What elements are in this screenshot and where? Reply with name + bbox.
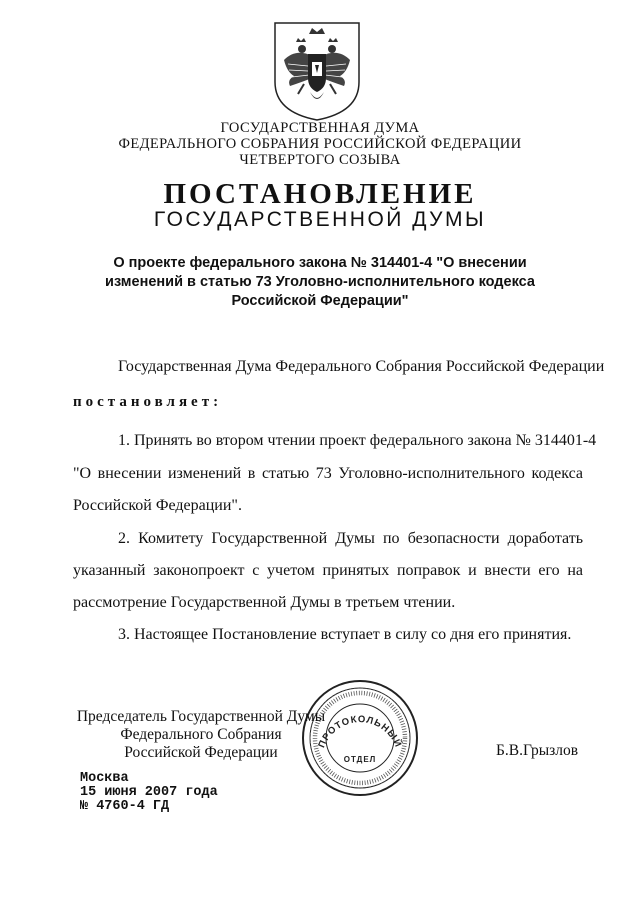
header-line-assembly: ФЕДЕРАЛЬНОГО СОБРАНИЯ РОССИЙСКОЙ ФЕДЕРАЦИИ — [118, 136, 522, 152]
signature-role-line: Федерального Собрания — [120, 726, 282, 743]
document-subject — [60, 254, 580, 311]
signatory-name: Б.В.Грызлов — [496, 742, 579, 759]
item-1-line: Российской Федерации". — [73, 497, 242, 514]
footer-number: № 4760-4 ГД — [80, 799, 170, 814]
item-2-line: 2. Комитету Государственной Думы по безопасности доработать — [118, 530, 583, 547]
item-2-line: рассмотрение Государственной Думы в третьем чтении. — [73, 594, 456, 611]
footer-city: Москва — [80, 771, 129, 786]
document-title: ПОСТАНОВЛЕНИЕ — [163, 178, 477, 210]
signature-role-line: Российской Федерации — [124, 744, 278, 761]
resolves-word: постановляет: — [73, 394, 223, 410]
item-1-line: 1. Принять во втором чтении проект федерального закона № 314401-4 — [118, 432, 597, 449]
subject-line: изменений в статью 73 Уголовно-исполнительного кодекса — [105, 274, 535, 290]
signature-role-line: Председатель Государственной Думы — [76, 708, 326, 725]
item-3-paragraph: 3. Настоящее Постановление вступает в силу со дня его принятия. — [118, 626, 572, 643]
item-1-line: "О внесении изменений в статью 73 Уголовно-исполнительного кодекса — [73, 465, 583, 482]
stamp-arc-text: ПРОТОКОЛЬНЫЙ — [316, 714, 404, 750]
intro-paragraph: Государственная Дума Федерального Собрания Российской Федерации — [118, 358, 605, 375]
document-subtitle: ГОСУДАРСТВЕННОЙ ДУМЫ — [153, 208, 487, 231]
signature-role — [70, 708, 332, 762]
footer-date: 15 июня 2007 года — [80, 785, 218, 800]
subject-line: О проекте федерального закона № 314401-4 "О внесении — [113, 255, 527, 271]
stamp-center-text: ОТДЕЛ — [343, 755, 377, 764]
header-line-convocation: ЧЕТВЕРТОГО СОЗЫВА — [239, 152, 401, 168]
subject-line: Российской Федерации" — [231, 293, 409, 309]
header-line-duma: ГОСУДАРСТВЕННАЯ ДУМА — [220, 120, 420, 136]
item-2-line: указанный законопроект с учетом принятых поправок и внести его на — [73, 562, 583, 579]
coat-of-arms-icon — [272, 20, 362, 122]
